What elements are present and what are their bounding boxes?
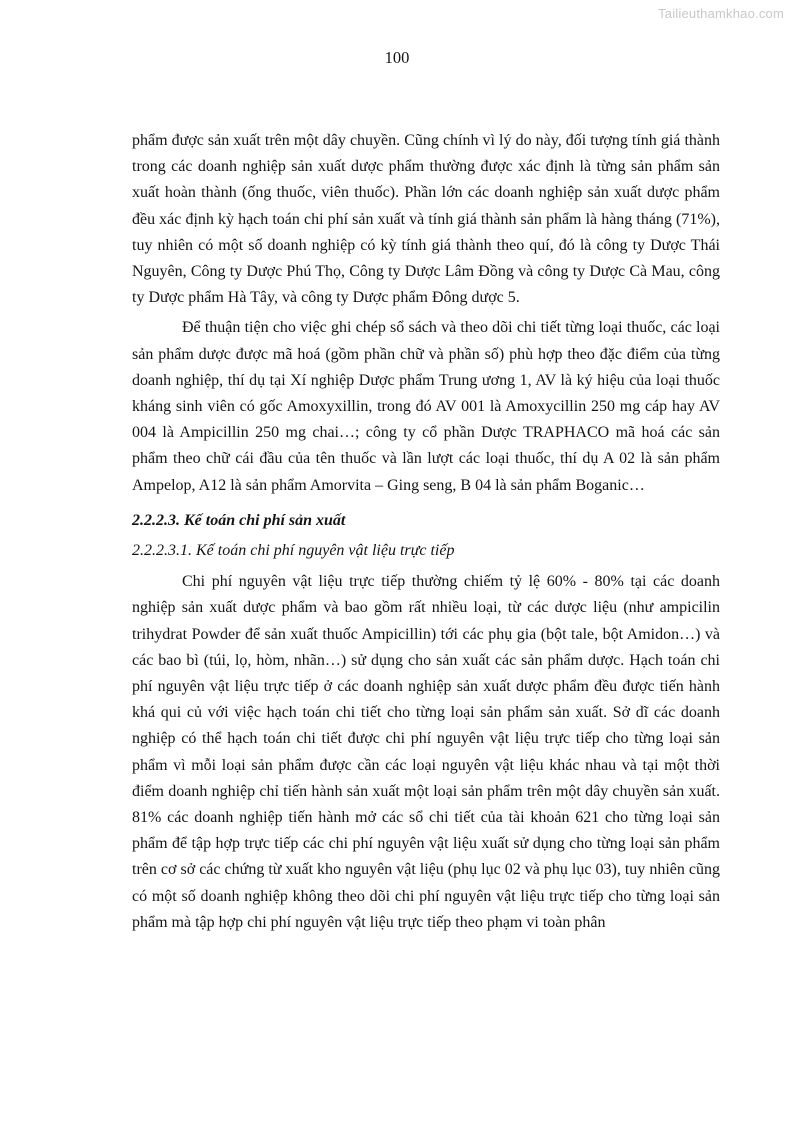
paragraph-material-costs: Chi phí nguyên vật liệu trực tiếp thường chiếm tỷ lệ 60% - 80% tại các doanh nghiệp sản xuất dược phẩm và bao gồm rất nhiều loại, từ các dược liệu (như ampicilin trihydrat Powder để sản xuất thuốc Ampicillin) tới các phụ gia (bột tale, bột Amidon…) và các bao bì (túi, lọ, hòm, nhãn…) sử dụng cho sản xuất các sản phẩm dược. Hạch toán chi phí nguyên vật liệu trực tiếp ở các doanh nghiệp sản xuất dược phẩm đều được tiến hành khá qui củ với việc hạch toán chi tiết cho từng loại sản phẩm sản xuất. Sở dĩ các doanh nghiệp có thể hạch toán chi tiết được chi phí nguyên vật liệu trực tiếp cho từng loại sản phẩm vì mỗi loại sản phẩm được cần các loại nguyên vật liệu khác nhau và tại một thời điểm doanh nghiệp chỉ tiến hành sản xuất một loại sản phẩm trên một dây chuyền sản xuất. 81% các doanh nghiệp tiến hành mở các sổ chi tiết của tài khoản 621 cho từng loại sản phẩm để tập hợp trực tiếp các chi phí nguyên vật liệu xuất sử dụng cho từng loại sản phẩm trên cơ sở các chứng từ xuất kho nguyên vật liệu (phụ lục 02 và phụ lục 03), tuy nhiên cũng có một số doanh nghiệp không theo dõi chi phí nguyên vật liệu trực tiếp cho từng loại sản phẩm mà tập hợp chi phí nguyên vật liệu trực tiếp theo phạm vi toàn phân bbox=[132, 573, 720, 931]
paragraph-continued: phẩm được sản xuất trên một dây chuyền. Cũng chính vì lý do này, đối tượng tính giá thành trong các doanh nghiệp sản xuất dược phẩm thường được xác định là từng sản phẩm sản xuất hoàn thành (ống thuốc, viên thuốc). Phần lớn các doanh nghiệp sản xuất dược phẩm đều xác định kỳ hạch toán chi phí sản xuất và tính giá thành sản phẩm là hàng tháng (71%), tuy nhiên có một số doanh nghiệp có kỳ tính giá thành theo quí, đó là công ty Dược Thái Nguyên, Công ty Dược Phú Thọ, Công ty Dược Lâm Đồng và công ty Dược Cà Mau, công ty Dược phẩm Hà Tây, và công ty Dược phẩm Đông dược 5. bbox=[132, 132, 720, 307]
paragraph-product-coding: Để thuận tiện cho việc ghi chép sổ sách và theo dõi chi tiết từng loại thuốc, các loại sản phẩm dược được mã hoá (gồm phần chữ và phần số) phù hợp theo đặc điểm của từng doanh nghiệp, thí dụ tại Xí nghiệp Dược phẩm Trung ương 1, AV là ký hiệu của loại thuốc kháng sinh viên có gốc Amoxyxillin, trong đó AV 001 là Amoxycillin 250 mg cáp hay AV 004 là Ampicillin 250 mg chai…; công ty cổ phần Dược TRAPHACO mã hoá các sản phẩm theo chữ cái đầu của tên thuốc và lần lượt các loại thuốc, thí dụ A 02 là sản phẩm Ampelop, A12 là sản phẩm Amorvita – Ging seng, B 04 là sản phẩm Boganic… bbox=[132, 319, 720, 494]
subsection-heading: 2.2.2.3.1. Kế toán chi phí nguyên vật liệu trực tiếp bbox=[132, 542, 455, 560]
document-body bbox=[132, 128, 720, 936]
watermark: Tailieuthamkhao.com bbox=[658, 6, 784, 21]
page-number: 100 bbox=[384, 48, 410, 67]
section-heading: 2.2.2.3. Kế toán chi phí sản xuất bbox=[132, 511, 346, 529]
